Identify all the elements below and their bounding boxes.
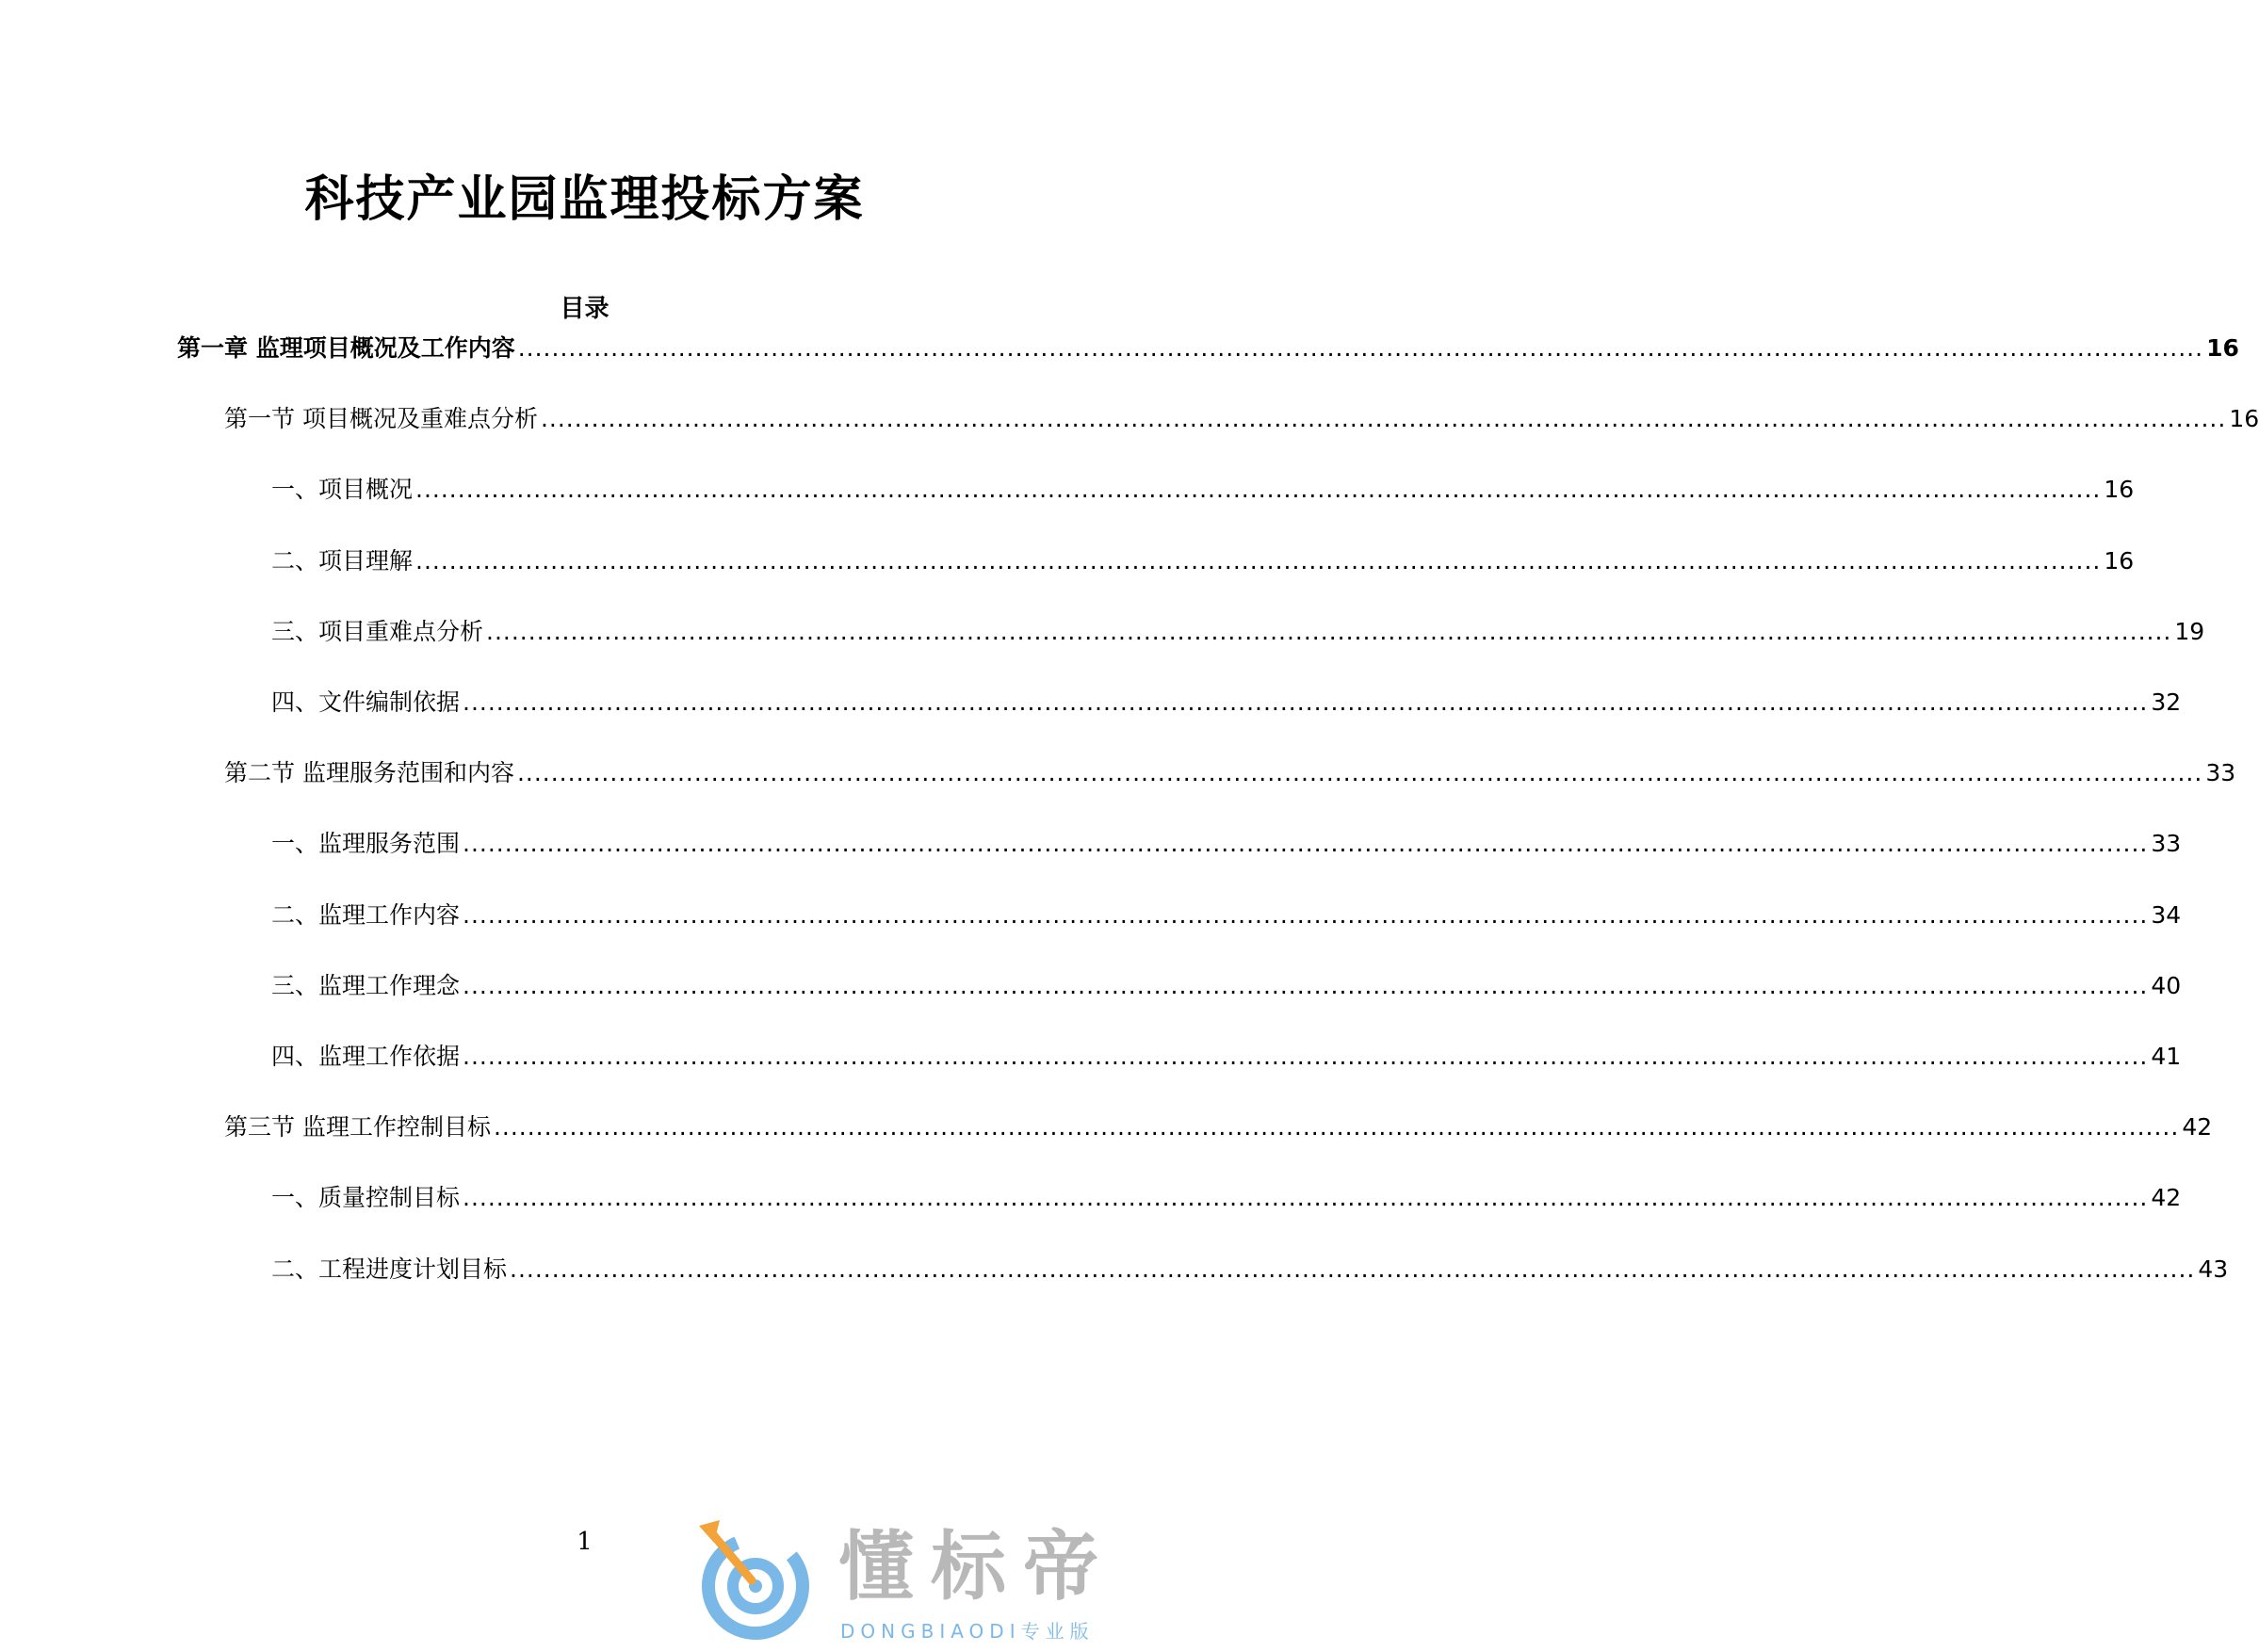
toc-entry-title: 第一章 监理项目概况及工作内容 (177, 334, 515, 362)
toc-dot-leader: ........................................................................................................................................................................................................ (463, 688, 2149, 716)
toc-entry-title: 二、工程进度计划目标 (271, 1255, 508, 1283)
toc-entry[interactable] (271, 967, 2182, 1005)
toc-entry[interactable] (177, 330, 2239, 367)
toc-dot-leader: ........................................................................................................................................................................................................ (463, 901, 2149, 929)
toc-entry-title: 三、项目重难点分析 (271, 618, 484, 645)
watermark-logo (697, 1518, 1149, 1645)
toc-entry-title: 第三节 监理工作控制目标 (224, 1113, 491, 1141)
toc-heading: 目录 (560, 295, 609, 323)
toc-dot-leader: ........................................................................................................................................................................................................ (463, 830, 2149, 857)
toc-entry-page: 16 (2229, 405, 2259, 432)
toc-entry-page: 41 (2151, 1043, 2182, 1070)
toc-entry[interactable] (271, 1038, 2182, 1076)
page-number: 1 (577, 1528, 593, 1556)
toc-entry[interactable] (271, 1251, 2229, 1288)
toc-entry-page: 42 (2182, 1113, 2213, 1141)
toc-entry-title: 三、监理工作理念 (271, 972, 461, 999)
toc-dot-leader: ........................................................................................................................................................................................................ (415, 476, 2102, 503)
toc-dot-leader: ........................................................................................................................................................................................................ (463, 972, 2149, 999)
toc-entry-page: 43 (2198, 1255, 2229, 1283)
toc-dot-leader: ........................................................................................................................................................................................................ (540, 405, 2227, 432)
toc-entry[interactable] (224, 754, 2236, 792)
toc-entry[interactable] (271, 613, 2205, 651)
toc-entry-page: 33 (2151, 830, 2182, 857)
toc-entry[interactable] (271, 825, 2182, 863)
toc-entry[interactable] (271, 1179, 2182, 1217)
toc-entry-title: 二、监理工作内容 (271, 901, 461, 929)
toc-entry-page: 16 (2104, 476, 2135, 503)
toc-entry-title: 一、质量控制目标 (271, 1184, 461, 1211)
toc-dot-leader: ........................................................................................................................................................................................................ (463, 1184, 2149, 1211)
toc-dot-leader: ........................................................................................................................................................................................................ (516, 759, 2203, 786)
target-arrow-icon (697, 1518, 820, 1645)
toc-entry[interactable] (224, 1109, 2213, 1146)
toc-entry[interactable] (271, 543, 2135, 580)
toc-entry-title: 四、监理工作依据 (271, 1043, 461, 1070)
toc-entry[interactable] (271, 471, 2135, 509)
toc-entry-page: 16 (2104, 547, 2135, 575)
toc-entry-title: 一、监理服务范围 (271, 830, 461, 857)
toc-dot-leader: ........................................................................................................................................................................................................ (510, 1255, 2196, 1283)
toc-entry-page: 19 (2174, 618, 2205, 645)
toc-entry-page: 32 (2151, 688, 2182, 716)
toc-entry-page: 40 (2151, 972, 2182, 999)
toc-entry-title: 第二节 监理服务范围和内容 (224, 759, 514, 786)
toc-dot-leader: ........................................................................................................................................................................................................ (517, 334, 2204, 362)
document-title: 科技产业园监理投标方案 (304, 171, 865, 228)
toc-entry-page: 34 (2151, 901, 2182, 929)
toc-entry[interactable] (224, 400, 2259, 438)
toc-entry-title: 二、项目理解 (271, 547, 414, 575)
toc-entry-page: 16 (2206, 334, 2239, 362)
toc-dot-leader: ........................................................................................................................................................................................................ (493, 1113, 2180, 1141)
toc-entry[interactable] (271, 684, 2182, 721)
toc-entry[interactable] (271, 897, 2182, 934)
toc-dot-leader: ........................................................................................................................................................................................................ (463, 1043, 2149, 1070)
toc-entry-page: 33 (2205, 759, 2236, 786)
watermark-subtitle: DONGBIAODI专业版 (840, 1620, 1095, 1643)
toc-dot-leader: ........................................................................................................................................................................................................ (415, 547, 2102, 575)
toc-dot-leader: ........................................................................................................................................................................................................ (486, 618, 2172, 645)
watermark-brand: 懂标帝 (838, 1523, 1115, 1611)
toc-entry-title: 四、文件编制依据 (271, 688, 461, 716)
toc-entry-title: 一、项目概况 (271, 476, 414, 503)
toc-entry-page: 42 (2151, 1184, 2182, 1211)
toc-entry-title: 第一节 项目概况及重难点分析 (224, 405, 538, 432)
